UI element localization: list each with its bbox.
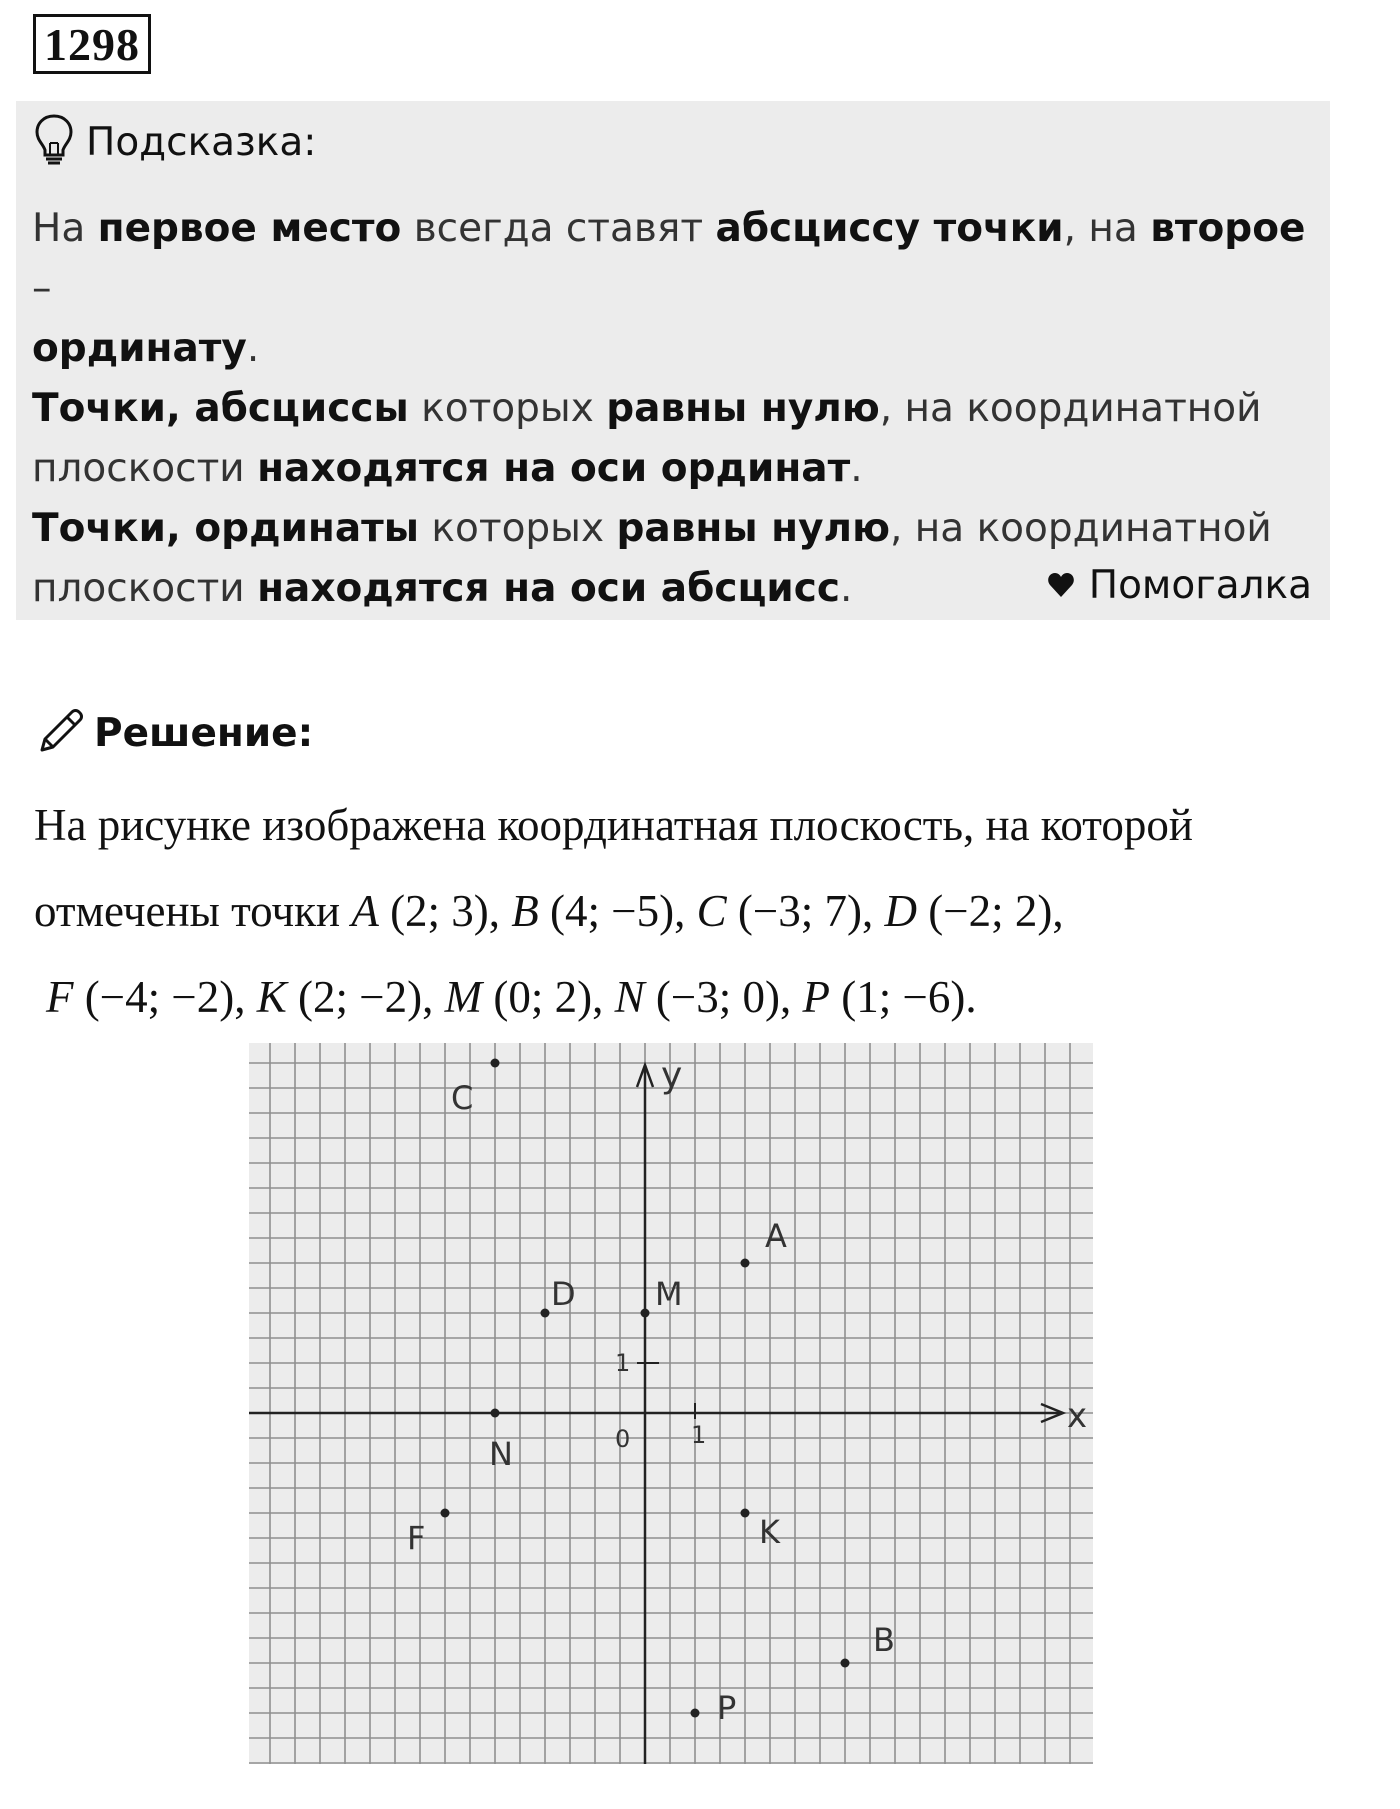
- hint-text-segment: плоскости: [32, 446, 258, 491]
- hint-bold-segment: ординату: [32, 326, 247, 371]
- lightbulb-icon: [34, 113, 74, 172]
- point-coords: (4; −5): [550, 886, 675, 936]
- hint-box: [16, 101, 1330, 620]
- hint-bold-segment: абсциссу точки: [715, 206, 1064, 251]
- solution-header: [36, 706, 313, 761]
- credit: [1047, 563, 1312, 608]
- point-n-label: N: [489, 1435, 513, 1473]
- point-m-label: M: [655, 1275, 683, 1313]
- point-label: M: [444, 972, 483, 1022]
- point-coords: (2; 3): [390, 886, 489, 936]
- point-m-dot: [641, 1309, 650, 1318]
- x-axis-label: x: [1067, 1396, 1088, 1436]
- pencil-icon: [36, 706, 86, 761]
- point-coords: (1; −6): [841, 972, 966, 1022]
- hint-bold-segment: равны нулю: [606, 386, 880, 431]
- point-coords: (−4; −2): [84, 972, 235, 1022]
- hint-text-segment: –: [32, 266, 52, 311]
- point-f-dot: [441, 1509, 450, 1518]
- point-label: P: [802, 972, 830, 1022]
- point-f-label: F: [407, 1519, 426, 1557]
- hint-text: [32, 199, 1322, 619]
- point-n-dot: [491, 1409, 500, 1418]
- y-axis-label: y: [661, 1055, 683, 1096]
- point-coords: (−3; 7): [737, 886, 863, 936]
- hint-bold-segment: первое место: [97, 206, 402, 251]
- coordinate-plane-svg: [249, 1043, 1093, 1764]
- point-c-dot: [491, 1059, 500, 1068]
- point-coords: (−3; 0): [655, 972, 780, 1022]
- point-label: C: [696, 886, 727, 936]
- point-label: B: [511, 886, 539, 936]
- point-coords: (2; −2): [298, 972, 423, 1022]
- hint-paragraph-2: [32, 379, 1322, 499]
- point-label: D: [884, 886, 918, 936]
- hint-bold-segment: находятся на оси абсцисс: [257, 566, 840, 611]
- solution-line-2: отмечены точки A (2; 3), B (4; −5), C (−3; 7), D (−2; 2),: [34, 886, 1064, 936]
- point-k-dot: [741, 1509, 750, 1518]
- task-number: 1298: [33, 14, 151, 74]
- hint-text-segment: .: [850, 446, 863, 491]
- hint-bold-segment: Точки, ординаты: [32, 506, 420, 551]
- hint-bold-segment: второе: [1150, 206, 1306, 251]
- point-label: A: [351, 886, 379, 936]
- coordinate-plane: [249, 1043, 1093, 1764]
- point-c-label: C: [451, 1079, 474, 1117]
- heart-icon: [1047, 563, 1075, 608]
- solution-line-3: F (−4; −2), K (2; −2), M (0; 2), N (−3; 0), P (1; −6).: [46, 972, 977, 1022]
- hint-text-segment: которых: [419, 506, 617, 551]
- solution-text: [34, 782, 1354, 1040]
- point-coords: (−2; 2): [928, 886, 1053, 936]
- point-a-dot: [741, 1259, 750, 1268]
- graph-paper: [249, 1043, 1093, 1764]
- point-label: K: [256, 972, 287, 1022]
- hint-text-segment: плоскости: [32, 566, 258, 611]
- y-unit-label: 1: [615, 1349, 631, 1377]
- point-p-dot: [691, 1709, 700, 1718]
- x-unit-label: 1: [691, 1421, 707, 1449]
- point-b-dot: [841, 1659, 850, 1668]
- point-k-label: K: [759, 1513, 780, 1551]
- point-d-label: D: [551, 1275, 576, 1313]
- hint-bold-segment: Точки, абсциссы: [32, 386, 409, 431]
- hint-text-segment: , на: [1063, 206, 1151, 251]
- hint-header: [34, 113, 316, 172]
- hint-title: Подсказка:: [86, 120, 317, 165]
- origin-label: 0: [615, 1425, 631, 1453]
- hint-text-segment: которых: [408, 386, 607, 431]
- point-label: F: [46, 972, 74, 1022]
- hint-bold-segment: находятся на оси ординат: [257, 446, 851, 491]
- hint-paragraph-1: [32, 199, 1322, 379]
- hint-text-segment: .: [839, 566, 853, 611]
- hint-text-segment: На: [32, 206, 98, 251]
- point-b-label: B: [873, 1621, 895, 1659]
- point-p-label: P: [717, 1689, 737, 1727]
- hint-text-segment: .: [246, 326, 260, 371]
- hint-text-segment: , на координатной: [879, 386, 1262, 431]
- solution-line-1: На рисунке изображена координатная плоскость, на которой: [34, 800, 1193, 850]
- hint-text-segment: всегда ставят: [401, 206, 716, 251]
- point-label: N: [614, 972, 645, 1022]
- point-coords: (0; 2): [493, 972, 593, 1022]
- credit-label: Помогалка: [1088, 563, 1312, 608]
- hint-bold-segment: равны нулю: [616, 506, 891, 551]
- solution-title: Решение:: [94, 711, 314, 756]
- hint-text-segment: , на координатной: [890, 506, 1272, 551]
- solution-line-prefix: отмечены точки: [34, 886, 352, 936]
- point-a-label: A: [765, 1217, 787, 1255]
- point-d-dot: [541, 1309, 550, 1318]
